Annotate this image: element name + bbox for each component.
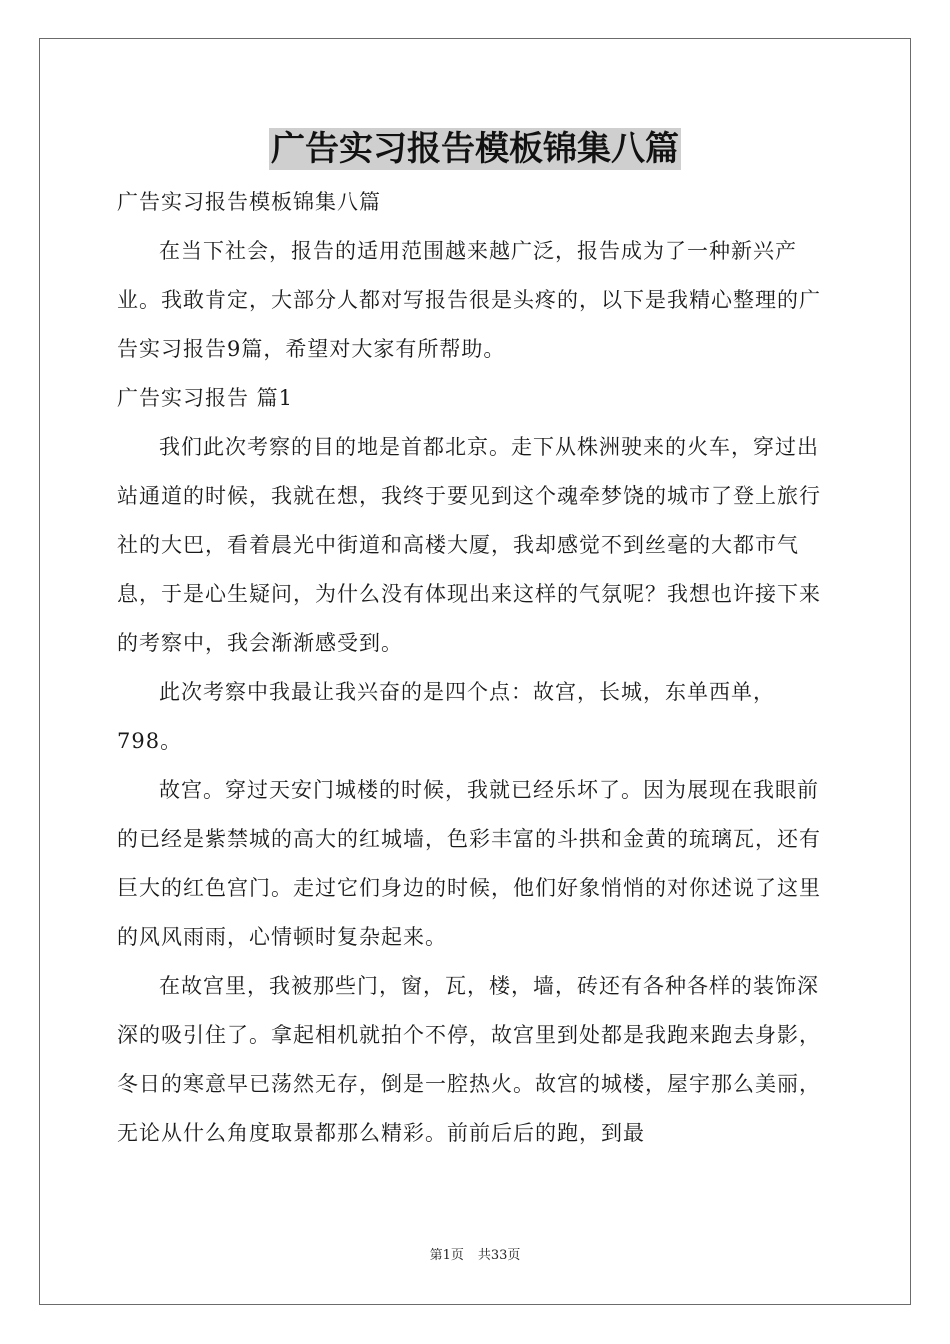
body-paragraph-3: 故宫。穿过天安门城楼的时候，我就已经乐坏了。因为展现在我眼前的已经是紫禁城的高大的红城墙，色彩丰富的斗拱和金黄的琉璃瓦，还有巨大的红色宫门。走过它们身边的时候，他们好象悄悄的对你述说了这里的风风雨雨，心情顿时复杂起来。 [117,778,821,949]
document-subtitle: 广告实习报告模板锦集八篇 [117,190,381,214]
section-heading: 广告实习报告 篇1 [117,386,294,410]
document-title: 广告实习报告模板锦集八篇 [271,129,679,169]
title-block [0,128,950,170]
body-paragraph-2: 此次考察中我最让我兴奋的是四个点：故宫，长城，东单西单，798。 [117,680,775,753]
intro-paragraph: 在当下社会，报告的适用范围越来越广泛，报告成为了一种新兴产业。我敢肯定，大部分人都对写报告很是头疼的，以下是我精心整理的广告实习报告9篇，希望对大家有所帮助。 [117,239,821,361]
page-total: 共33页 [477,1248,521,1263]
page-number: 第1页 [429,1248,464,1263]
body-paragraph-1: 我们此次考察的目的地是首都北京。走下从株洲驶来的火车，穿过出站通道的时候，我就在想，我终于要见到这个魂牵梦饶的城市了登上旅行社的大巴，看着晨光中街道和高楼大厦，我却感觉不到丝毫的大都市气息，于是心生疑问，为什么没有体现出来这样的气氛呢？我想也许接下来的考察中，我会渐渐感受到。 [117,435,821,655]
page-footer [0,1247,950,1265]
document-body [117,178,835,1158]
body-paragraph-4: 在故宫里，我被那些门，窗，瓦，楼，墙，砖还有各种各样的装饰深深的吸引住了。拿起相机就拍个不停，故宫里到处都是我跑来跑去身影，冬日的寒意早已荡然无存，倒是一腔热火。故宫的城楼，屋宇那么美丽，无论从什么角度取景都那么精彩。前前后后的跑，到最 [117,974,821,1145]
